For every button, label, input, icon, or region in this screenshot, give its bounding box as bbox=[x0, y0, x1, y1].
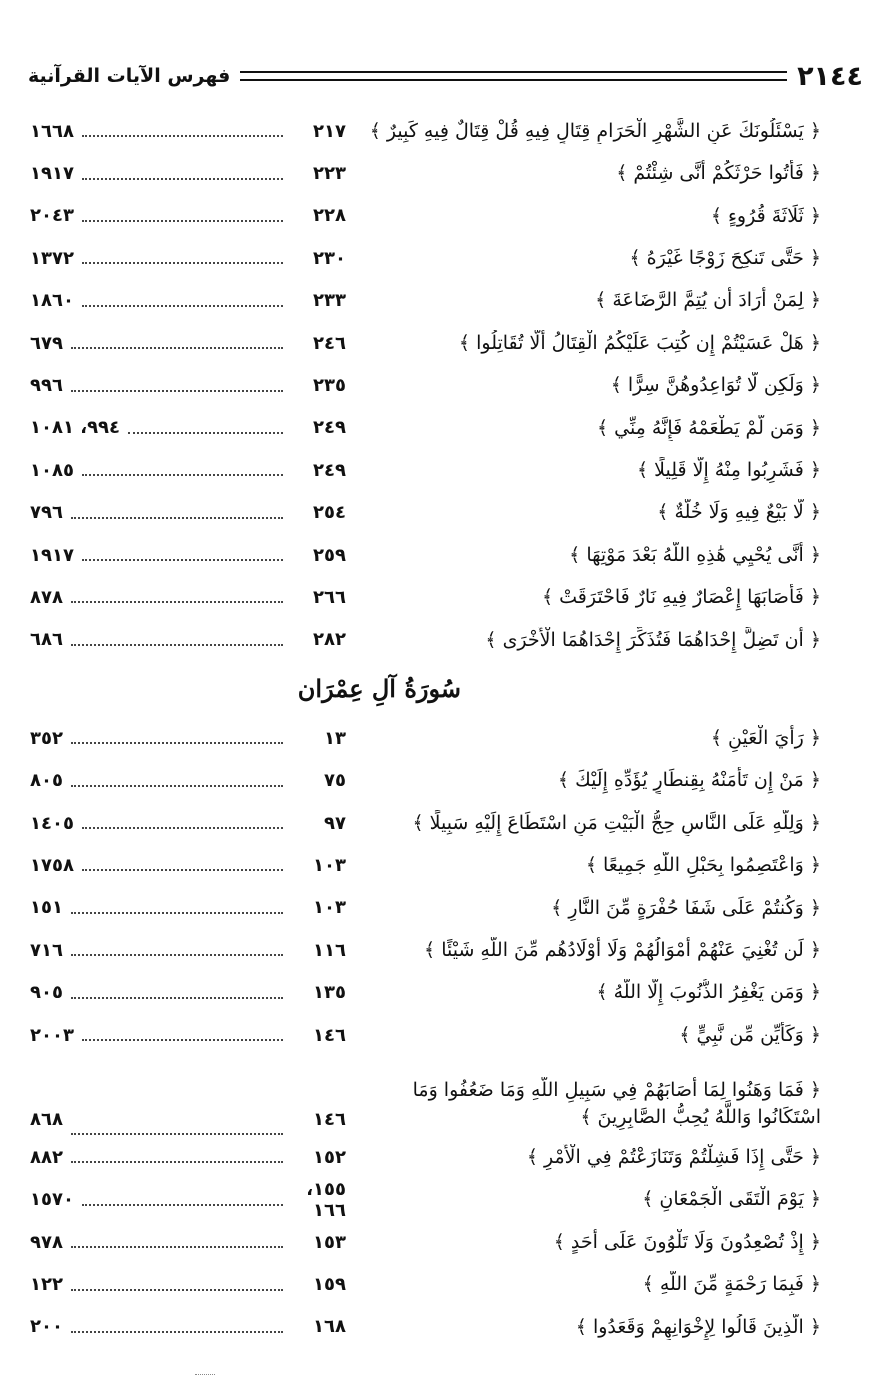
ayah-text: ﴿ إِذْ تُصْعِدُونَ وَلَا تَلْوُونَ عَلَى أَحَدٍ ﴾ bbox=[553, 1230, 821, 1253]
page-reference: ٨٨٢ bbox=[30, 1146, 63, 1168]
ayah-text: ﴿ لَن تُغْنِيَ عَنْهُمْ أَمْوَالُهُمْ وَلَا أَوْلَادُهُم مِّنَ اللَّهِ شَيْئًا ﴾ bbox=[424, 938, 821, 961]
index-row bbox=[30, 492, 821, 534]
index-row bbox=[30, 929, 821, 971]
dot-leader bbox=[71, 601, 283, 603]
dot-leader bbox=[82, 869, 283, 871]
page-reference: ١٦٦٨ bbox=[30, 120, 74, 142]
page-reference: ١٧٥٨ bbox=[30, 854, 74, 876]
index-row bbox=[30, 407, 821, 449]
index-row bbox=[30, 195, 821, 237]
dot-leader bbox=[71, 1331, 283, 1333]
ayah-text: ﴿ وَمَن يَغْفِرُ الذُّنُوبَ إِلَّا اللَّهُ ﴾ bbox=[596, 981, 821, 1004]
ayah-text: ﴿ حَتَّى إِذَا فَشِلْتُمْ وَتَنَازَعْتُمْ فِي الْأَمْرِ ﴾ bbox=[526, 1146, 821, 1169]
ayah-text: ﴿ وَاعْتَصِمُوا بِحَبْلِ اللَّهِ جَمِيعًا ﴾ bbox=[585, 854, 821, 877]
verse-number: ١٣ bbox=[324, 727, 346, 749]
page-reference: ٢٠٤٣ bbox=[30, 205, 74, 227]
ayah-text: ﴿ لَّا بَيْعٌ فِيهِ وَلَا خُلَّةٌ ﴾ bbox=[657, 501, 821, 524]
dot-leader bbox=[71, 1161, 283, 1163]
index-row bbox=[30, 534, 821, 576]
index-row bbox=[30, 1014, 821, 1056]
verse-number: ٧٥ bbox=[324, 770, 346, 792]
index-row bbox=[30, 152, 821, 194]
page-reference: ٨٠٥ bbox=[30, 770, 63, 792]
page-reference: ٢٠٠ bbox=[30, 1316, 63, 1338]
verse-number: ٩٧ bbox=[324, 812, 346, 834]
dot-leader bbox=[71, 742, 283, 744]
page-reference: ٦٨٦ bbox=[30, 629, 63, 651]
verse-number: ٢٤٦ bbox=[313, 332, 346, 354]
index-row bbox=[30, 237, 821, 279]
dot-leader bbox=[71, 1133, 283, 1135]
page-reference: ٩٩٦ bbox=[30, 375, 63, 397]
page-reference: ٩٧٨ bbox=[30, 1231, 63, 1253]
page-reference: ٩٠٥ bbox=[30, 982, 63, 1004]
ayah-text: ﴿ يَسْئَلُونَكَ عَنِ الشَّهْرِ الْحَرَامِ قِتَالٍ فِيهِ قُلْ قِتَالٌ فِيهِ كَبِيرٌ ﴾ bbox=[369, 119, 821, 142]
index-row bbox=[30, 449, 821, 491]
verse-number: ١٥٥، ١٦٦ bbox=[306, 1178, 346, 1221]
verse-number: ١٥٣ bbox=[313, 1231, 346, 1253]
ayah-text: ﴿ فَأْتُوا حَرْثَكُمْ أَنَّى شِئْتُمْ ﴾ bbox=[616, 162, 821, 185]
page-number: ٢١٤٤ bbox=[797, 60, 863, 92]
dot-leader bbox=[71, 785, 283, 787]
page-reference: ١٩١٧ bbox=[30, 163, 74, 185]
ayah-text: ﴿ أَنَّى يُحْيِي هَٰذِهِ اللَّهُ بَعْدَ مَوْتِهَا ﴾ bbox=[569, 543, 821, 566]
page-reference: ٢٠٠٣ bbox=[30, 1024, 74, 1046]
ayah-index-list bbox=[30, 110, 821, 1348]
verse-number: ١٠٣ bbox=[313, 897, 346, 919]
ayah-text: ﴿ فَأَصَابَهَا إِعْصَارٌ فِيهِ نَارٌ فَاحْتَرَقَتْ ﴾ bbox=[541, 586, 821, 609]
dot-leader bbox=[82, 220, 283, 222]
page-reference: ٧٩٦ bbox=[30, 502, 63, 524]
dot-leader bbox=[71, 954, 283, 956]
verse-number: ٢١٧ bbox=[313, 120, 346, 142]
verse-number: ١٤٦ bbox=[313, 1024, 346, 1046]
dot-leader bbox=[82, 178, 283, 180]
ayah-text: ﴿ فَشَرِبُوا مِنْهُ إِلَّا قَلِيلًا ﴾ bbox=[636, 459, 821, 482]
verse-number: ٢٢٣ bbox=[313, 163, 346, 185]
dot-leader bbox=[71, 644, 283, 646]
verse-number: ٢٣٥ bbox=[313, 375, 346, 397]
verse-number: ٢٤٩ bbox=[313, 417, 346, 439]
ayah-text: ﴿ رَأْيَ الْعَيْنِ ﴾ bbox=[710, 726, 821, 749]
running-title: فهرس الآيات القرآنية bbox=[28, 65, 231, 87]
verse-number: ٢٦٦ bbox=[313, 586, 346, 608]
footer-mark bbox=[195, 1374, 215, 1375]
index-row bbox=[30, 887, 821, 929]
dot-leader bbox=[71, 1246, 283, 1248]
dot-leader bbox=[71, 1289, 283, 1291]
ayah-text: ﴿ مَنْ إِن تَأْمَنْهُ بِقِنطَارٍ يُؤَدِّهِ إِلَيْكَ ﴾ bbox=[557, 769, 821, 792]
ayah-text: ﴿ وَمَن لَّمْ يَطْعَمْهُ فَإِنَّهُ مِنِّي ﴾ bbox=[596, 416, 821, 439]
page-reference: ١٩١٧ bbox=[30, 544, 74, 566]
dot-leader bbox=[82, 262, 283, 264]
verse-number: ١٥٢ bbox=[313, 1146, 346, 1168]
page-reference: ٦٧٩ bbox=[30, 332, 63, 354]
verse-number: ٢٨٢ bbox=[313, 629, 346, 651]
page-reference: ١٥٧٠ bbox=[30, 1189, 74, 1211]
verse-number: ١٥٩ bbox=[313, 1274, 346, 1296]
verse-number: ١٣٥ bbox=[313, 982, 346, 1004]
dot-leader bbox=[82, 559, 283, 561]
index-row bbox=[30, 717, 821, 759]
page-header bbox=[28, 58, 863, 94]
dot-leader bbox=[82, 135, 283, 137]
index-row bbox=[30, 619, 821, 661]
index-row bbox=[30, 364, 821, 406]
verse-number: ٢٣٠ bbox=[313, 247, 346, 269]
ayah-text: ﴿ ثَلَاثَةَ قُرُوءٍ ﴾ bbox=[710, 204, 821, 227]
page-reference: ١٥١ bbox=[30, 897, 63, 919]
dot-leader bbox=[82, 827, 283, 829]
index-row bbox=[30, 576, 821, 618]
surah-heading: سُورَةُ آلِ عِمْرَان bbox=[297, 674, 461, 704]
ayah-text: ﴿ فَمَا وَهَنُوا لِمَا أَصَابَهُمْ فِي سَبِيلِ اللَّهِ وَمَا ضَعُفُوا وَمَا اسْتَكَانُوا وَاللَّهُ يُحِبُّ الصَّابِرِينَ ﴾ bbox=[412, 1079, 821, 1128]
verse-number: ١٤٦ bbox=[313, 1109, 346, 1131]
index-row bbox=[30, 971, 821, 1013]
index-row bbox=[30, 1179, 821, 1221]
dot-leader bbox=[71, 912, 283, 914]
ayah-text: ﴿ هَلْ عَسَيْتُمْ إِن كُتِبَ عَلَيْكُمُ الْقِتَالُ أَلَّا تُقَاتِلُوا ﴾ bbox=[458, 331, 821, 354]
page-reference: ١٨٦٠ bbox=[30, 290, 74, 312]
verse-number: ١٦٨ bbox=[313, 1316, 346, 1338]
dot-leader bbox=[71, 997, 283, 999]
ayah-text: ﴿ وَلَكِن لَّا تُوَاعِدُوهُنَّ سِرًّا ﴾ bbox=[610, 374, 821, 397]
dot-leader bbox=[82, 1039, 283, 1041]
header-rule bbox=[240, 71, 787, 81]
ayah-text: ﴿ وَكَأَيِّن مِّن نَّبِيٍّ ﴾ bbox=[679, 1023, 821, 1046]
verse-number: ٢٥٩ bbox=[313, 544, 346, 566]
page-reference: ٨٦٨ bbox=[30, 1109, 63, 1131]
verse-number: ١٠٣ bbox=[313, 854, 346, 876]
page-reference: ١٢٢ bbox=[30, 1274, 63, 1296]
verse-number: ٢٥٤ bbox=[313, 502, 346, 524]
index-row bbox=[30, 322, 821, 364]
index-row bbox=[30, 1136, 821, 1178]
page-reference: ٩٩٤، ١٠٨١ bbox=[30, 417, 121, 439]
dot-leader bbox=[82, 305, 283, 307]
ayah-text: ﴿ يَوْمَ الْتَقَى الْجَمْعَانِ ﴾ bbox=[642, 1188, 821, 1211]
ayah-text: ﴿ أَن تَضِلَّ إِحْدَاهُمَا فَتُذَكِّرَ إِحْدَاهُمَا الْأُخْرَى ﴾ bbox=[485, 628, 821, 651]
page-reference: ٧١٦ bbox=[30, 939, 63, 961]
verse-number: ١١٦ bbox=[313, 939, 346, 961]
page-reference: ٨٧٨ bbox=[30, 586, 63, 608]
index-row bbox=[30, 802, 821, 844]
index-row bbox=[30, 1263, 821, 1305]
dot-leader bbox=[71, 347, 283, 349]
page-reference: ١٣٧٢ bbox=[30, 247, 74, 269]
index-row bbox=[30, 844, 821, 886]
page-reference: ١٠٨٥ bbox=[30, 459, 74, 481]
verse-number: ٢٢٨ bbox=[313, 205, 346, 227]
page-reference: ١٤٠٥ bbox=[30, 812, 74, 834]
dot-leader bbox=[128, 432, 283, 434]
verse-number: ٢٣٣ bbox=[313, 290, 346, 312]
dot-leader bbox=[71, 517, 283, 519]
ayah-text: ﴿ حَتَّى تَنكِحَ زَوْجًا غَيْرَهُ ﴾ bbox=[629, 247, 821, 270]
index-row bbox=[30, 759, 821, 801]
page-reference: ٣٥٢ bbox=[30, 727, 63, 749]
verse-number: ٢٤٩ bbox=[313, 459, 346, 481]
index-row bbox=[30, 280, 821, 322]
index-row bbox=[30, 1056, 821, 1136]
index-row bbox=[30, 1221, 821, 1263]
dot-leader bbox=[71, 390, 283, 392]
index-row bbox=[30, 1306, 821, 1348]
ayah-text: ﴿ الَّذِينَ قَالُوا لِإِخْوَانِهِمْ وَقَعَدُوا ﴾ bbox=[575, 1315, 821, 1338]
ayah-text: ﴿ وَكُنتُمْ عَلَى شَفَا حُفْرَةٍ مِّنَ النَّارِ ﴾ bbox=[551, 896, 821, 919]
dot-leader bbox=[82, 474, 283, 476]
ayah-text: ﴿ وَلِلَّهِ عَلَى النَّاسِ حِجُّ الْبَيْتِ مَنِ اسْتَطَاعَ إِلَيْهِ سَبِيلًا ﴾ bbox=[412, 811, 821, 834]
dot-leader bbox=[82, 1204, 283, 1206]
index-row bbox=[30, 110, 821, 152]
ayah-text: ﴿ لِمَنْ أَرَادَ أَن يُتِمَّ الرَّضَاعَةَ ﴾ bbox=[595, 289, 821, 312]
ayah-text: ﴿ فَبِمَا رَحْمَةٍ مِّنَ اللَّهِ ﴾ bbox=[642, 1273, 821, 1296]
